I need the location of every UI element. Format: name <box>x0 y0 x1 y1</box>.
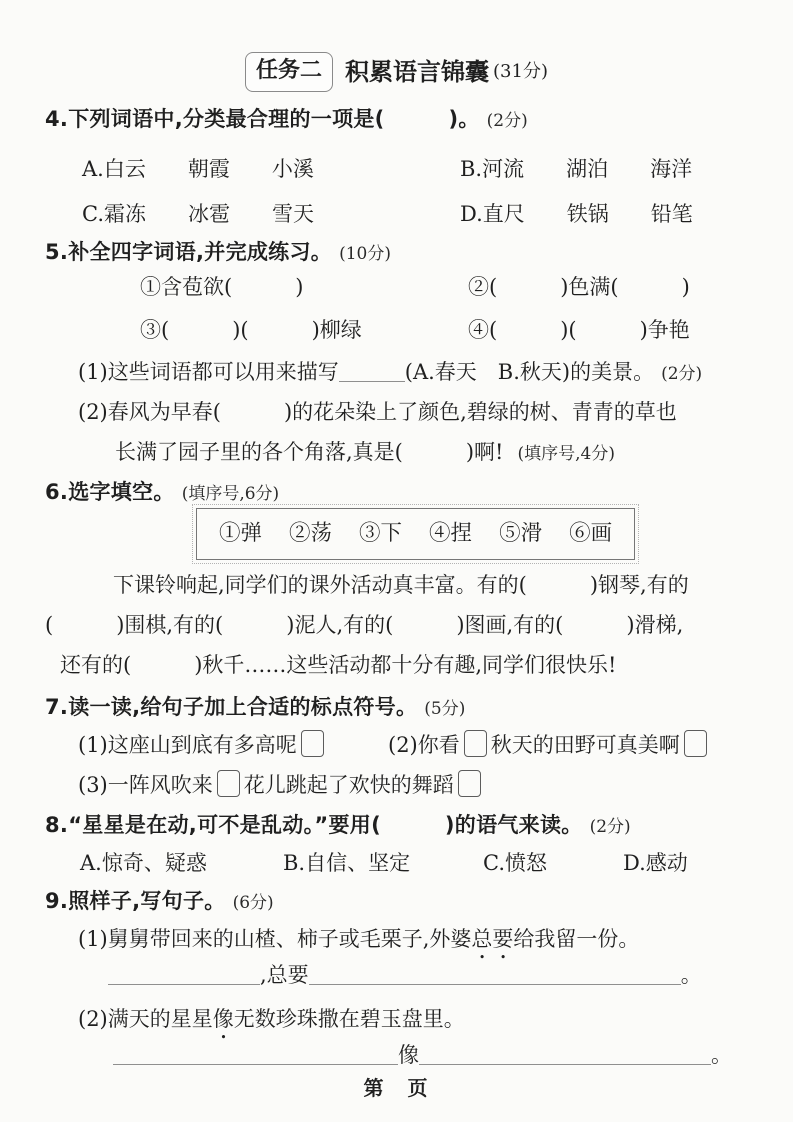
q9-s2-emphasized: 像 <box>212 1007 234 1031</box>
q6-char-1: ①弹 <box>219 521 263 546</box>
q7-s2-pre: (2)你看 <box>388 733 460 757</box>
q4-option-c: C.霜冻 冰雹 雪天 <box>82 202 314 226</box>
answer-blank <box>309 960 681 985</box>
q4-stem <box>45 102 528 138</box>
q9-ans1-mid: ,总要 <box>260 963 309 987</box>
q9-s2-post: 无数珍珠撒在碧玉盘里。 <box>233 1007 465 1031</box>
q9-stem <box>45 884 274 920</box>
q5-stem-text: 5.补全四字词语,并完成练习。 <box>45 240 333 264</box>
answer-blank <box>113 1040 398 1065</box>
q5-sub1-pre: (1)这些词语都可以用来描写 <box>78 360 339 384</box>
q6-char-3: ③下 <box>359 521 403 546</box>
q7-s3-mid: 花儿跳起了欢快的舞蹈 <box>243 773 454 797</box>
q6-stem <box>45 475 279 511</box>
q5-sub2-line1: (2)春风为早春( )的花朵染上了颜色,碧绿的树、青青的草也 <box>78 400 677 424</box>
q9-s1-emphasized: 总要 <box>471 927 514 951</box>
q6-char-2: ②荡 <box>289 521 333 546</box>
q8-option-b: B.自信、坚定 <box>283 851 411 875</box>
q4-option-a: A.白云 朝霞 小溪 <box>82 157 314 181</box>
page-title: 积累语言锦囊 <box>345 58 490 86</box>
q9-ans1-end: 。 <box>680 963 702 987</box>
q4-score: (2分) <box>486 111 528 131</box>
q7-sentence-2 <box>388 728 711 762</box>
q8-stem-text: 8.“星星是在动,可不是乱动。”要用( )的语气来读。 <box>45 813 583 837</box>
q5-sub2-line2-text: 长满了园子里的各个角落,真是( )啊! <box>115 440 504 464</box>
q8-option-d: D.感动 <box>623 851 688 875</box>
q9-answer-line-1 <box>108 958 702 992</box>
task-badge: 任务二 <box>245 52 333 92</box>
q6-charbox-frame <box>196 508 635 560</box>
q8-score: (2分) <box>589 817 631 837</box>
answer-blank <box>108 960 260 985</box>
q4-option-d: D.直尺 铁锅 铅笔 <box>460 202 693 226</box>
q5-stem <box>45 235 391 271</box>
punctuation-box <box>301 730 324 757</box>
q9-stem-text: 9.照样子,写句子。 <box>45 889 226 913</box>
q6-score: (填序号,6分) <box>181 484 280 504</box>
q7-stem-text: 7.读一读,给句子加上合适的标点符号。 <box>45 695 418 719</box>
q5-sub1-post: (A.春天 B.秋天)的美景。 <box>404 360 655 384</box>
q8-option-c: C.愤怒 <box>483 851 547 875</box>
q7-s1-text: (1)这座山到底有多高呢 <box>78 733 297 757</box>
q7-sentence-1 <box>78 728 328 762</box>
q5-item-3: ③( )( )柳绿 <box>140 318 362 342</box>
q6-paragraph-line2: ( )围棋,有的( )泥人,有的( )图画,有的( )滑梯, <box>45 613 684 637</box>
q9-s1-post: 给我留一份。 <box>513 927 640 951</box>
q6-character-box <box>196 508 635 560</box>
q5-item-2: ②( )色满( ) <box>468 275 690 299</box>
q5-item-1: ①含苞欲( ) <box>140 275 304 299</box>
q9-ans2-mid: 像 <box>398 1043 419 1067</box>
page-footer: 第 页 <box>363 1076 430 1100</box>
q7-stem <box>45 690 465 726</box>
q7-s2-mid: 秋天的田野可真美啊 <box>490 733 680 757</box>
q6-stem-text: 6.选字填空。 <box>45 480 175 504</box>
q9-score: (6分) <box>232 893 274 913</box>
q4-stem-text: 4.下列词语中,分类最合理的一项是( )。 <box>45 107 480 131</box>
q8-option-a: A.惊奇、疑惑 <box>80 851 207 875</box>
q5-sub2-line2 <box>115 435 615 471</box>
section-score: (31分) <box>493 61 548 82</box>
q6-paragraph-line1: 下课铃响起,同学们的课外活动真丰富。有的( )钢琴,有的 <box>113 573 689 597</box>
q5-sub1-score: (2分) <box>661 364 703 384</box>
q6-char-4: ④捏 <box>429 521 473 546</box>
punctuation-box <box>458 770 481 797</box>
punctuation-box <box>217 770 240 797</box>
q6-paragraph-line3: 还有的( )秋千……这些活动都十分有趣,同学们很快乐! <box>60 653 617 677</box>
q5-score: (10分) <box>339 244 391 264</box>
q9-answer-line-2 <box>113 1038 732 1072</box>
section-header <box>0 52 793 92</box>
punctuation-box <box>684 730 707 757</box>
answer-blank <box>419 1040 711 1065</box>
q4-option-b: B.河流 湖泊 海洋 <box>460 157 693 181</box>
q9-s1-pre: (1)舅舅带回来的山楂、柿子或毛栗子,外婆 <box>78 927 472 951</box>
q5-sub2-score: (填序号,4分) <box>517 444 615 464</box>
q9-ans2-end: 。 <box>711 1043 732 1067</box>
q8-stem <box>45 808 631 844</box>
q7-s3-pre: (3)一阵风吹来 <box>78 773 213 797</box>
q7-sentence-3 <box>78 768 485 802</box>
q9-s2-pre: (2)满天的星星 <box>78 1007 213 1031</box>
q5-sub1-blank <box>339 357 405 382</box>
q5-item-4: ④( )( )争艳 <box>468 318 690 342</box>
q5-sub1 <box>78 355 702 391</box>
punctuation-box <box>464 730 487 757</box>
q6-char-5: ⑤滑 <box>499 521 543 546</box>
q7-score: (5分) <box>424 699 466 719</box>
q6-char-6: ⑥画 <box>569 521 613 546</box>
